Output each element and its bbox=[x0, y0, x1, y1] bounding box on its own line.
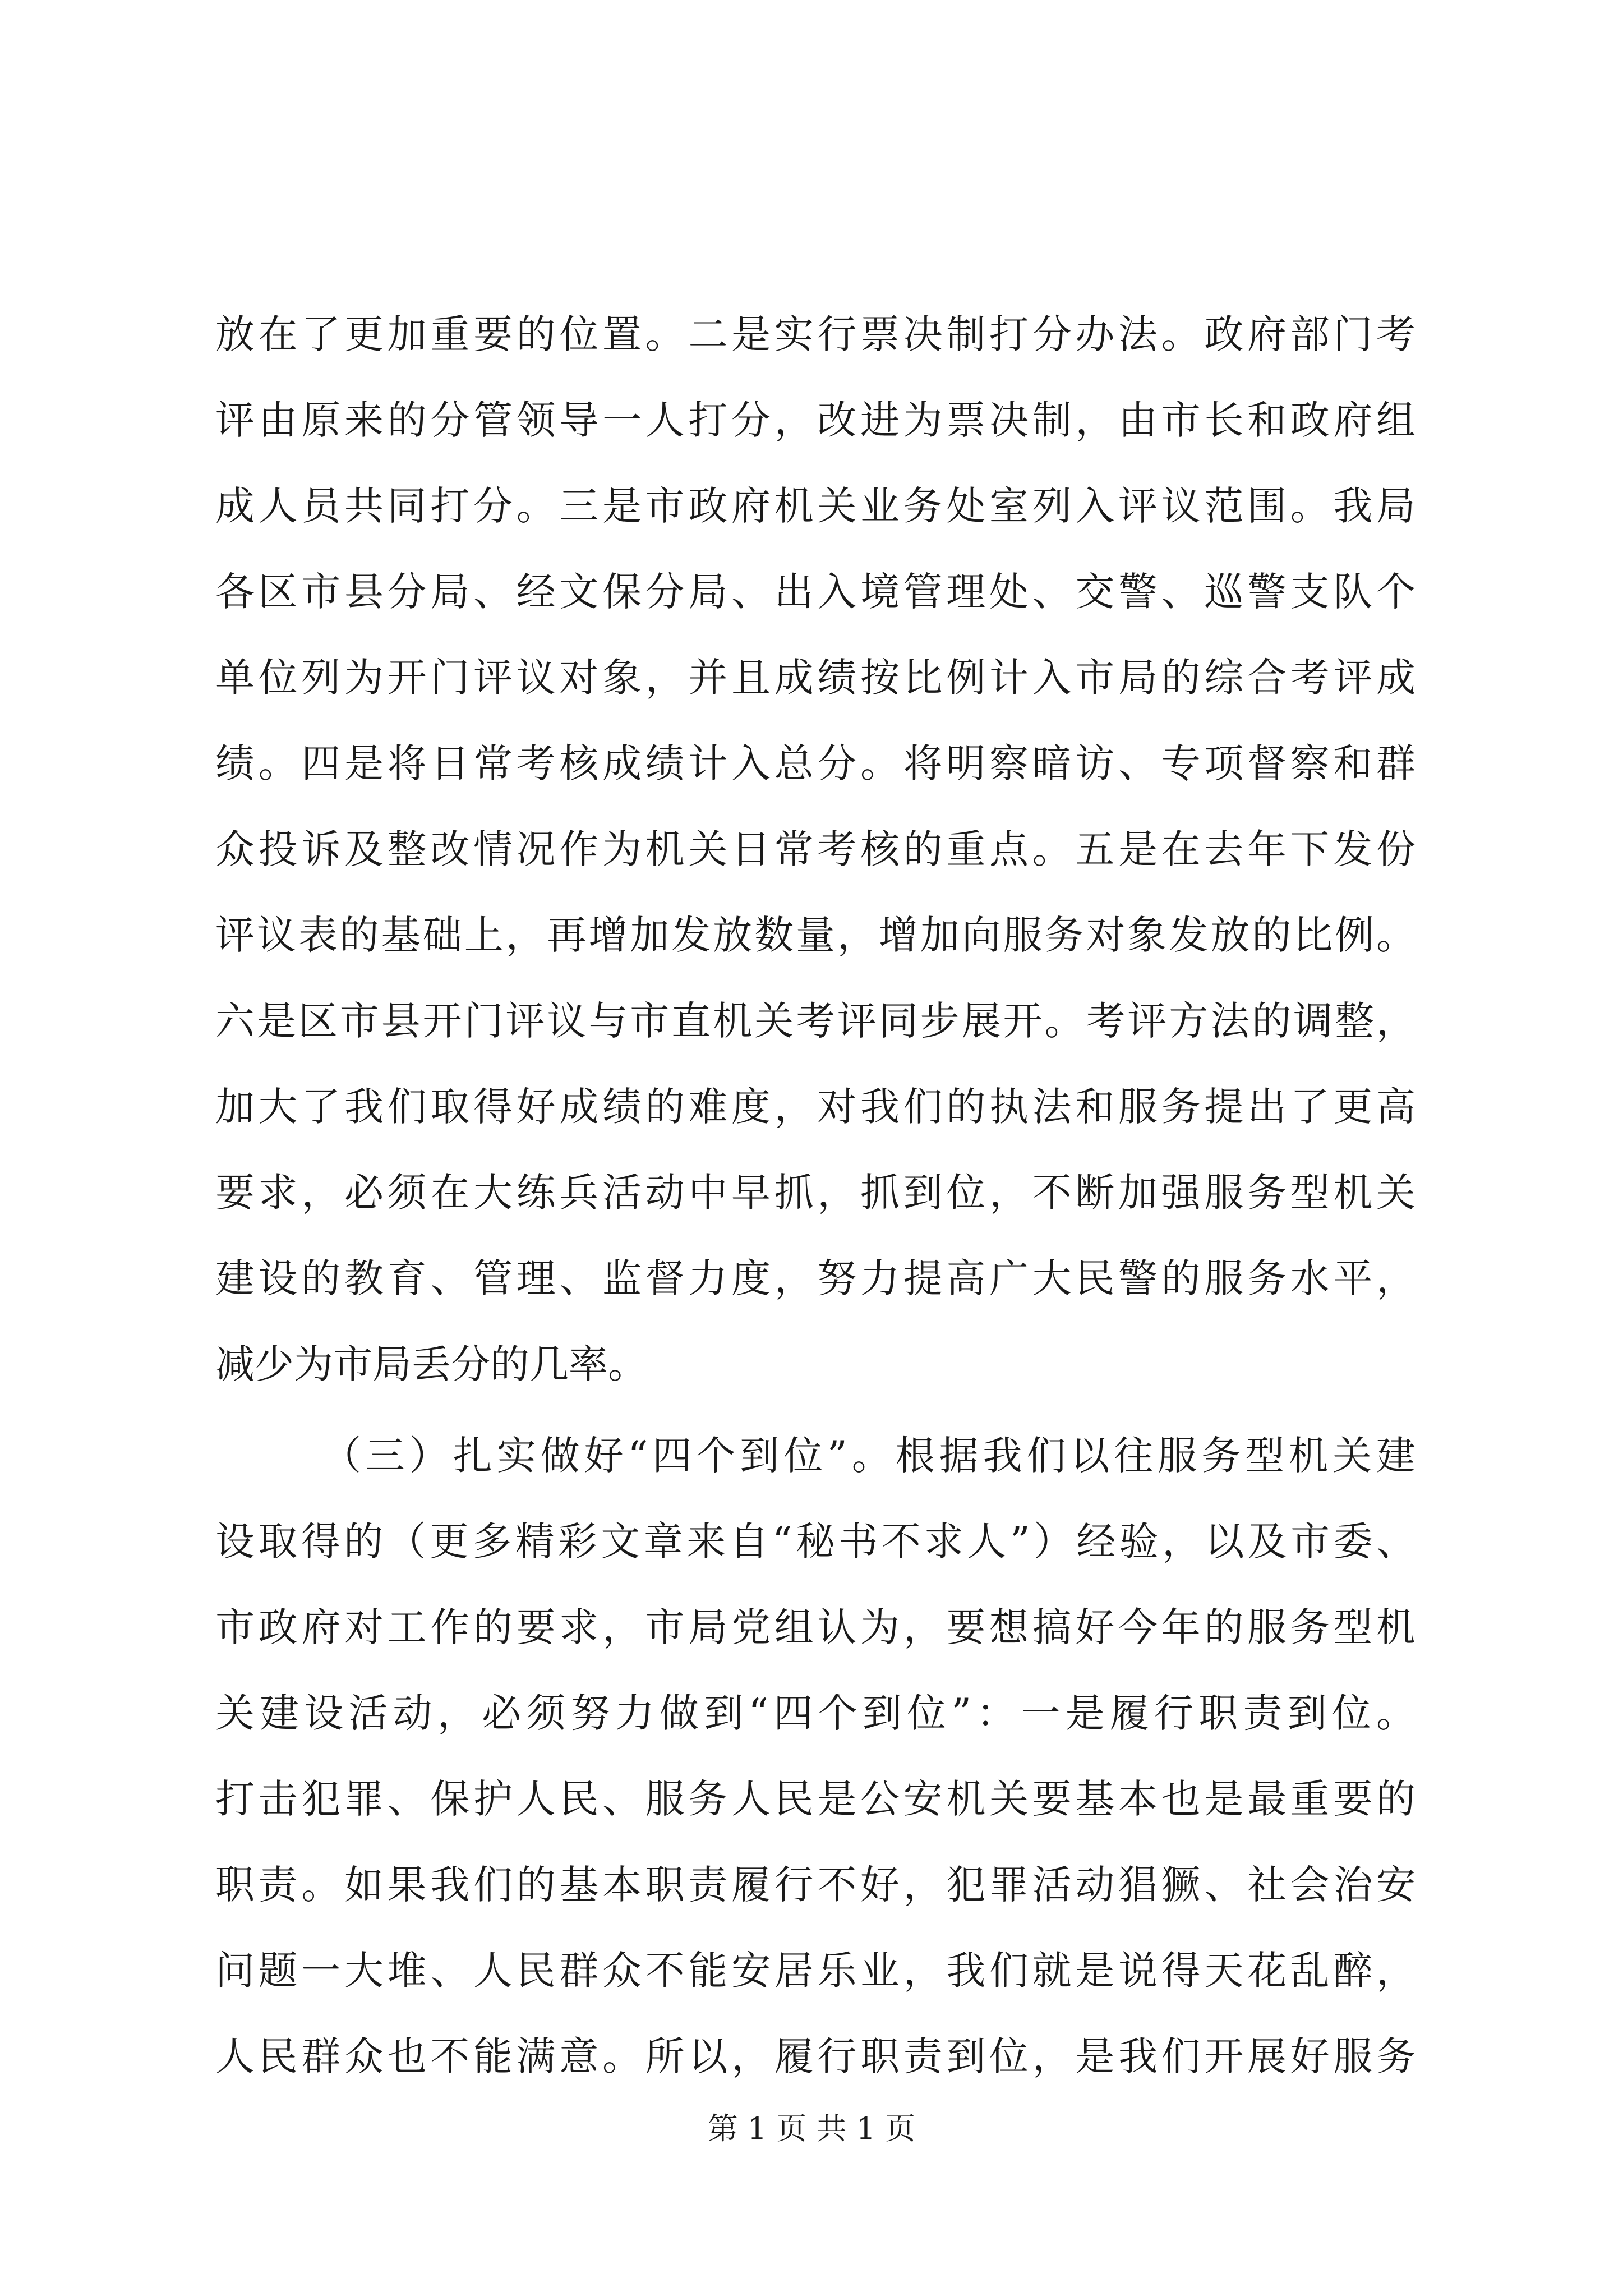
text-line: 问题一大堆、人民群众不能安居乐业，我们就是说得天花乱醉， bbox=[215, 1948, 1415, 1994]
text-line: 人民群众也不能满意。所以，履行职责到位，是我们开展好服务 bbox=[215, 2033, 1415, 2079]
text-line: 减少为市局丢分的几率。 bbox=[215, 1341, 647, 1387]
text-line: 放在了更加重要的位置。二是实行票决制打分办法。政府部门考 bbox=[215, 311, 1415, 357]
text-line: 打击犯罪、保护人民、服务人民是公安机关要基本也是最重要的 bbox=[215, 1776, 1415, 1822]
text-line: 单位列为开门评议对象，并且成绩按比例计入市局的综合考评成 bbox=[215, 655, 1415, 701]
text-line: 建设的教育、管理、监督力度，努力提高广大民警的服务水平， bbox=[215, 1255, 1415, 1301]
text-line: 关建设活动，必须努力做到“四个到位”：一是履行职责到位。 bbox=[215, 1690, 1415, 1736]
section-heading-line: （三）扎实做好“四个到位”。根据我们以往服务型机关建 bbox=[322, 1433, 1415, 1479]
text-line: 众投诉及整改情况作为机关日常考核的重点。五是在去年下发份 bbox=[215, 826, 1415, 872]
text-line: 加大了我们取得好成绩的难度，对我们的执法和服务提出了更高 bbox=[215, 1084, 1415, 1130]
text-line: 绩。四是将日常考核成绩计入总分。将明察暗访、专项督察和群 bbox=[215, 740, 1415, 786]
text-line: 市政府对工作的要求，市局党组认为，要想搞好今年的服务型机 bbox=[215, 1604, 1415, 1650]
text-line: 评由原来的分管领导一人打分，改进为票决制，由市长和政府组 bbox=[215, 397, 1415, 443]
text-line: 职责。如果我们的基本职责履行不好，犯罪活动猖獗、社会治安 bbox=[215, 1862, 1415, 1908]
text-line: 要求，必须在大练兵活动中早抓，抓到位，不断加强服务型机关 bbox=[215, 1170, 1415, 1216]
text-line: 各区市县分局、经文保分局、出入境管理处、交警、巡警支队个 bbox=[215, 569, 1415, 615]
text-line: 设取得的（更多精彩文章来自“秘书不求人”）经验，以及市委、 bbox=[215, 1519, 1415, 1565]
text-line: 六是区市县开门评议与市直机关考评同步展开。考评方法的调整， bbox=[215, 998, 1415, 1044]
text-line: 成人员共同打分。三是市政府机关业务处室列入评议范围。我局 bbox=[215, 483, 1415, 529]
document-body bbox=[215, 292, 1415, 2100]
page-number-footer: 第 1 页 共 1 页 bbox=[707, 2111, 916, 2146]
text-line: 评议表的基础上，再增加发放数量，增加向服务对象发放的比例。 bbox=[215, 912, 1415, 958]
